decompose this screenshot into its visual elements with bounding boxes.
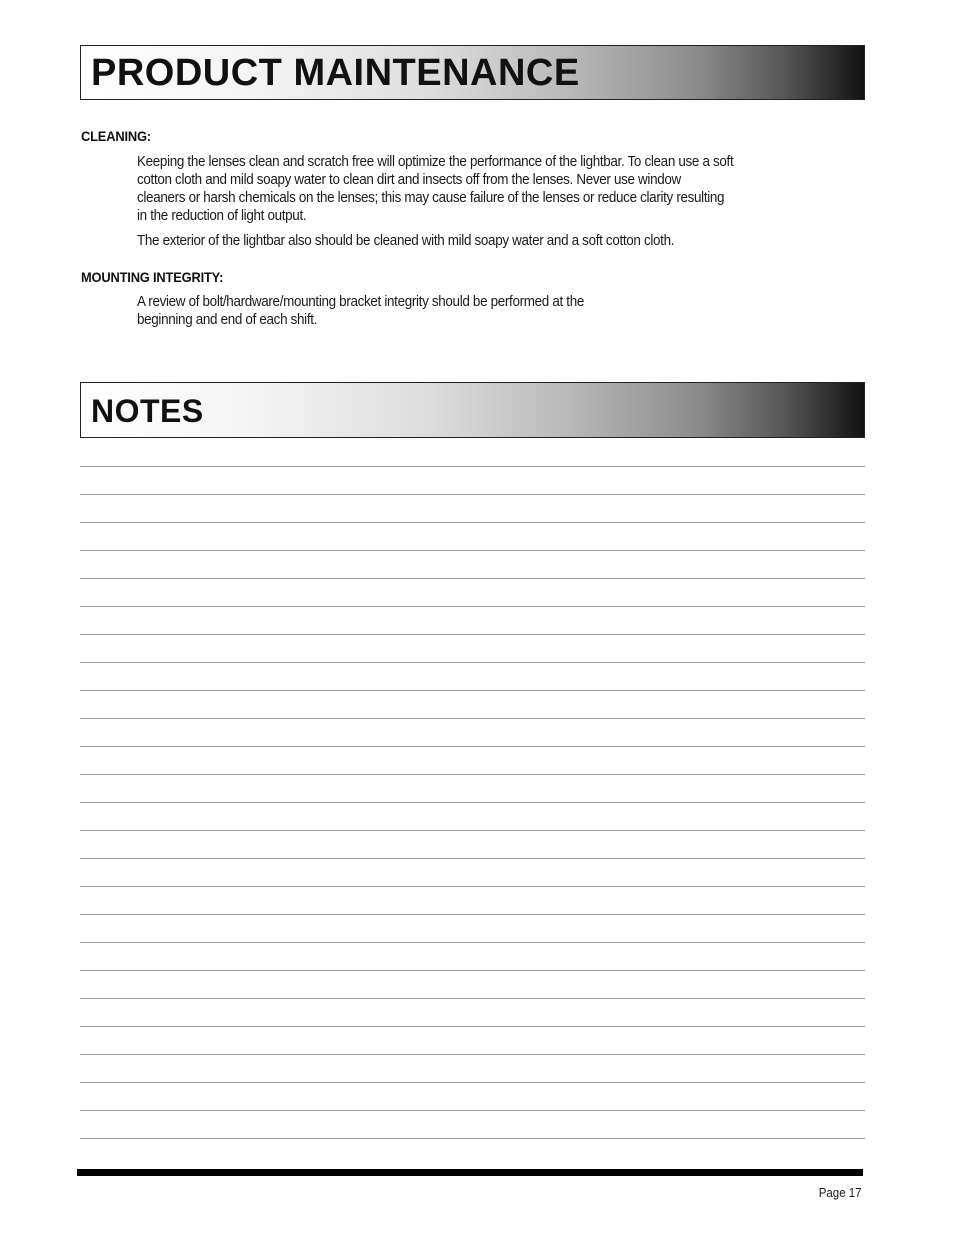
note-line — [80, 578, 865, 606]
notes-ruled-lines — [80, 466, 865, 1166]
product-maintenance-title: PRODUCT MAINTENANCE — [91, 52, 580, 94]
mounting-integrity-heading: MOUNTING INTEGRITY: — [81, 269, 224, 285]
note-line — [80, 746, 865, 774]
page-number: Page 17 — [819, 1186, 862, 1200]
cleaning-heading: CLEANING: — [81, 128, 151, 144]
note-line — [80, 914, 865, 942]
note-line — [80, 1110, 865, 1138]
note-line — [80, 1026, 865, 1054]
note-line — [80, 1138, 865, 1166]
note-line — [80, 606, 865, 634]
note-line — [80, 886, 865, 914]
note-line — [80, 466, 865, 494]
note-line — [80, 522, 865, 550]
note-line — [80, 494, 865, 522]
note-line — [80, 550, 865, 578]
note-line — [80, 774, 865, 802]
note-line — [80, 690, 865, 718]
note-line — [80, 718, 865, 746]
cleaning-p1-line: cleaners or harsh chemicals on the lenses; this may cause failure of the lenses or reduce clarity resulting — [137, 190, 725, 206]
note-line — [80, 970, 865, 998]
cleaning-paragraph-2: The exterior of the lightbar also should be cleaned with mild soapy water and a soft cotton cloth. — [137, 233, 675, 249]
note-line — [80, 998, 865, 1026]
mounting-line: A review of bolt/hardware/mounting bracket integrity should be performed at the — [137, 294, 584, 310]
cleaning-paragraph-1 — [137, 153, 856, 225]
note-line — [80, 830, 865, 858]
notes-header — [80, 382, 865, 438]
note-line — [80, 1054, 865, 1082]
note-line — [80, 662, 865, 690]
mounting-line: beginning and end of each shift. — [137, 312, 318, 328]
note-line — [80, 942, 865, 970]
note-line — [80, 802, 865, 830]
product-maintenance-header — [80, 45, 865, 100]
cleaning-p1-line: in the reduction of light output. — [137, 208, 307, 224]
footer-rule — [77, 1169, 863, 1176]
note-line — [80, 858, 865, 886]
mounting-integrity-paragraph — [137, 293, 689, 329]
note-line — [80, 1082, 865, 1110]
cleaning-p1-line: Keeping the lenses clean and scratch free will optimize the performance of the lightbar. To clean use a soft — [137, 154, 734, 170]
note-line — [80, 634, 865, 662]
notes-title: NOTES — [91, 393, 204, 429]
cleaning-p1-line: cotton cloth and mild soapy water to clean dirt and insects off from the lenses. Never use window — [137, 172, 681, 188]
